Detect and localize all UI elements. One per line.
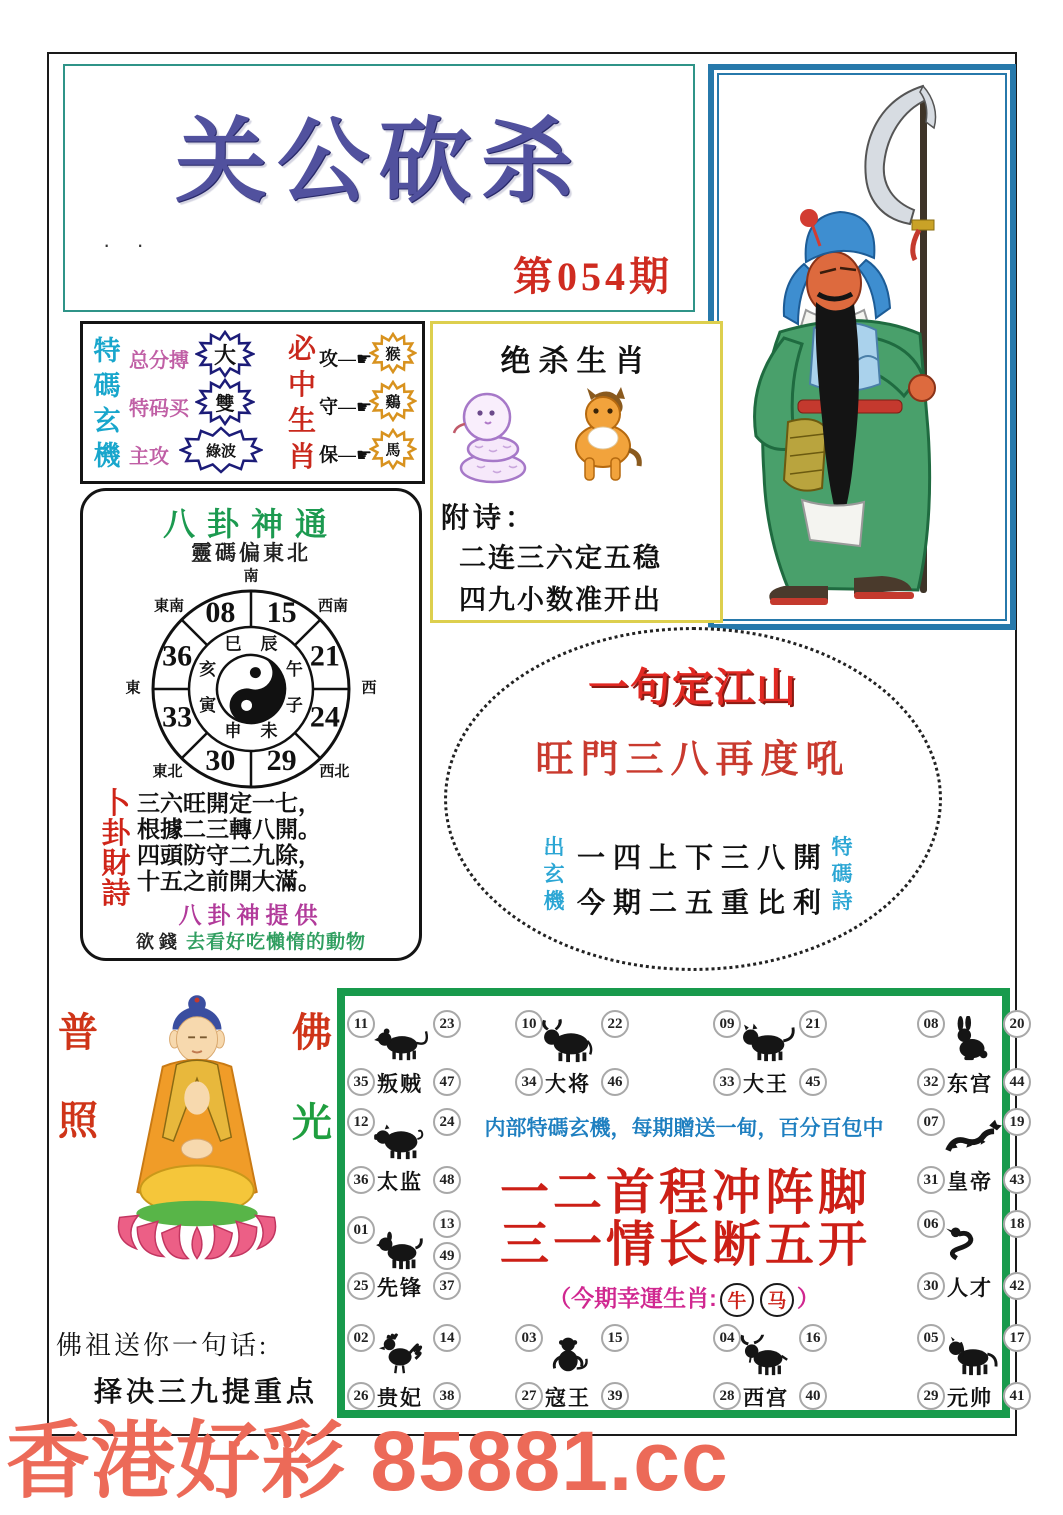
bagua-title: 八卦神通 xyxy=(162,506,339,542)
lucky-zodiac-row xyxy=(463,1280,905,1317)
zodiac-burst-badge xyxy=(369,380,417,422)
special-code-char: 碼 xyxy=(93,371,121,401)
guan-gong-icon xyxy=(714,70,998,612)
bagua-text: 西南 xyxy=(318,598,349,615)
bagua-text: 西 xyxy=(361,680,377,697)
number-badge: 29 xyxy=(917,1382,945,1410)
divination-poem-char: 財 xyxy=(101,848,131,880)
divination-poem-line: 根據二三轉八開。 xyxy=(137,817,321,842)
dragon-icon xyxy=(941,1114,1003,1167)
horse-cartoon-icon xyxy=(551,384,655,489)
number-badge: 16 xyxy=(799,1324,827,1352)
burst-value: 大 xyxy=(213,342,236,368)
corner-char: 佛 xyxy=(292,1010,332,1055)
bagua-text: 辰 xyxy=(260,634,278,654)
number-badge: 46 xyxy=(601,1068,629,1096)
slogan-main-line: 旺門三八再度吼 xyxy=(535,739,851,781)
number-badge: 37 xyxy=(433,1272,461,1300)
attached-poem-label: 附诗： xyxy=(441,503,538,534)
slogan-right-label xyxy=(829,834,855,915)
burst-value: 鷄 xyxy=(385,394,401,411)
pointing-finger-icon: —☛ xyxy=(338,445,373,465)
issue-number: 第054期 xyxy=(513,254,673,299)
zodiac-cell-label: 人才 xyxy=(947,1276,993,1300)
number-badge: 26 xyxy=(347,1382,375,1410)
number-badge: 11 xyxy=(347,1010,375,1038)
number-badge: 10 xyxy=(515,1010,543,1038)
number-badge: 24 xyxy=(433,1108,461,1136)
number-badge: 49 xyxy=(433,1242,461,1270)
attached-poem-line: 四九小数准开出 xyxy=(459,585,662,615)
atk-char: 保 xyxy=(319,445,339,466)
grid-notice: 内部特碼玄機，每期贈送一甸，百分百包中 xyxy=(484,1117,884,1140)
zodiac-cell-tiger xyxy=(713,1010,825,1094)
must-hit-char: 肖 xyxy=(287,442,316,473)
number-badge: 36 xyxy=(347,1166,375,1194)
burst-value: 馬 xyxy=(385,442,401,459)
bagua-text: 寅 xyxy=(199,695,217,715)
bagua-text: 21 xyxy=(309,639,340,673)
atk-char: 攻 xyxy=(319,349,339,370)
slogan-title: 一句定江山 xyxy=(588,666,798,710)
burst-badge xyxy=(179,426,263,474)
bagua-text: 巳 xyxy=(224,634,242,654)
zodiac-cell-rat xyxy=(347,1010,459,1094)
number-badge: 14 xyxy=(433,1324,461,1352)
bagua-provider: 八卦神提供 xyxy=(178,903,324,928)
dog-icon xyxy=(371,1224,433,1277)
bagua-text: 30 xyxy=(205,743,236,777)
kill-zodiac-box xyxy=(430,321,723,623)
zodiac-grid xyxy=(337,988,1025,1418)
bagua-text: 申 xyxy=(224,721,242,741)
burst-badge xyxy=(195,378,255,426)
corner-char: 照 xyxy=(58,1098,98,1143)
special-code-char: 機 xyxy=(93,441,121,471)
number-badge: 45 xyxy=(799,1068,827,1096)
bagua-wheel-svg xyxy=(86,561,416,813)
number-badge: 23 xyxy=(433,1010,461,1038)
buddha-panel xyxy=(52,985,338,1325)
zodiac-cell-label: 太监 xyxy=(377,1170,423,1194)
divination-poem-line: 三六旺開定一七， xyxy=(137,791,321,816)
number-badge: 35 xyxy=(347,1068,375,1096)
grid-big-line: 一二首程冲阵脚 xyxy=(499,1165,871,1220)
pig-icon xyxy=(371,1114,433,1167)
bagua-wheel xyxy=(86,561,416,813)
atk-char: 守 xyxy=(319,397,339,418)
atk-row-label xyxy=(319,392,372,419)
number-badge: 44 xyxy=(1003,1068,1031,1096)
guan-gong-picture xyxy=(708,64,1016,630)
number-badge: 20 xyxy=(1003,1010,1031,1038)
burst-value: 綠波 xyxy=(205,443,236,460)
rat-icon xyxy=(371,1016,433,1069)
monkey-icon xyxy=(539,1330,601,1383)
number-badge: 39 xyxy=(601,1382,629,1410)
zodiac-burst-badge xyxy=(369,428,417,470)
tiger-icon xyxy=(737,1016,799,1069)
number-badge: 19 xyxy=(1003,1108,1031,1136)
horse-icon xyxy=(941,1330,1003,1383)
lucky-prefix: （今期幸運生肖: xyxy=(548,1285,717,1311)
number-badge: 18 xyxy=(1003,1210,1031,1238)
divination-poem-line: 四頭防守二九除， xyxy=(137,843,321,868)
divination-poem-char: 卜 xyxy=(101,788,131,820)
lucky-suffix: ） xyxy=(796,1285,820,1311)
zodiac-cell-dragon xyxy=(917,1108,1029,1192)
zodiac-cell-ox xyxy=(515,1010,627,1094)
slogan-right-char: 碼 xyxy=(831,862,853,886)
special-code-row-label: 特码买 xyxy=(129,398,189,420)
snake-cartoon-icon xyxy=(445,386,541,491)
atk-row-label xyxy=(319,440,372,467)
number-badge: 02 xyxy=(347,1324,375,1352)
number-badge: 25 xyxy=(347,1272,375,1300)
number-badge: 47 xyxy=(433,1068,461,1096)
bagua-text: 未 xyxy=(260,721,278,741)
slogan-right-char: 特 xyxy=(831,835,853,859)
number-badge: 34 xyxy=(515,1068,543,1096)
zodiac-cell-label: 东宫 xyxy=(947,1072,993,1096)
money-hint xyxy=(83,927,419,954)
bagua-text: 亥 xyxy=(199,659,217,679)
slogan-right-char: 詩 xyxy=(831,889,853,913)
zodiac-cell-label: 西宫 xyxy=(743,1386,789,1410)
zodiac-cell-label: 叛贼 xyxy=(377,1072,423,1096)
snake-icon xyxy=(941,1216,1003,1269)
zodiac-cell-pig xyxy=(347,1108,459,1192)
bagua-text: 15 xyxy=(266,595,297,629)
divination-poem-char: 卦 xyxy=(101,818,131,850)
bagua-text: 子 xyxy=(285,695,303,715)
must-hit-zodiac-label xyxy=(285,332,319,476)
yin-yang-icon xyxy=(209,647,292,730)
zodiac-cell-label: 先锋 xyxy=(377,1276,423,1300)
lucky-zodiac-badge: 马 xyxy=(760,1283,794,1317)
must-hit-char: 必 xyxy=(287,334,316,365)
pointing-finger-icon: —☛ xyxy=(338,397,373,417)
grid-big-line: 三一情长断五开 xyxy=(499,1217,871,1272)
bagua-text: 午 xyxy=(285,659,303,679)
number-badge: 17 xyxy=(1003,1324,1031,1352)
zodiac-cell-label: 贵妃 xyxy=(377,1386,423,1410)
zodiac-cell-snake xyxy=(917,1210,1029,1298)
must-hit-char: 生 xyxy=(287,406,316,437)
special-code-row-label: 主攻 xyxy=(129,446,169,468)
bagua-box xyxy=(80,488,422,961)
goat-icon xyxy=(737,1330,799,1383)
zodiac-burst-badge xyxy=(369,332,417,374)
number-badge: 03 xyxy=(515,1324,543,1352)
number-badge: 15 xyxy=(601,1324,629,1352)
number-badge: 21 xyxy=(799,1010,827,1038)
buddha-quote: 择决三九提重点 xyxy=(94,1377,319,1408)
slogan-left-char: 機 xyxy=(543,889,565,913)
bagua-text: 36 xyxy=(162,639,193,673)
attached-poem-line: 二连三六定五稳 xyxy=(459,543,662,573)
zodiac-cell-label: 皇帝 xyxy=(947,1170,993,1194)
corner-char: 光 xyxy=(292,1100,332,1145)
bagua-text: 29 xyxy=(266,743,297,777)
slogan-left-label xyxy=(541,834,567,915)
bagua-text: 東南 xyxy=(153,598,184,615)
burst-value: 雙 xyxy=(215,393,235,415)
must-hit-char: 中 xyxy=(287,370,316,401)
special-code-char: 特 xyxy=(93,336,121,366)
corner-char: 普 xyxy=(58,1010,98,1055)
number-badge: 41 xyxy=(1003,1382,1031,1410)
number-badge: 48 xyxy=(433,1166,461,1194)
number-badge: 31 xyxy=(917,1166,945,1194)
number-badge: 40 xyxy=(799,1382,827,1410)
number-badge: 06 xyxy=(917,1210,945,1238)
burst-badge xyxy=(195,330,255,378)
special-code-row-label: 总分搏 xyxy=(129,350,189,372)
number-badge: 33 xyxy=(713,1068,741,1096)
number-badge: 30 xyxy=(917,1272,945,1300)
footer-brand: 香港好彩 85881.cc xyxy=(6,1414,729,1508)
rooster-icon xyxy=(371,1330,433,1383)
zodiac-cell-horse xyxy=(917,1324,1029,1408)
number-badge: 01 xyxy=(347,1216,375,1244)
number-badge: 08 xyxy=(917,1010,945,1038)
special-code-char: 玄 xyxy=(93,406,121,436)
slogan-verse-line: 一四上下三八開 xyxy=(577,843,830,874)
number-badge: 13 xyxy=(433,1210,461,1238)
number-badge: 27 xyxy=(515,1382,543,1410)
stray-dots: · · xyxy=(103,232,154,257)
money-hint-text: 去看好吃懶惰的動物 xyxy=(185,932,366,953)
bagua-text: 西北 xyxy=(319,763,350,780)
number-badge: 22 xyxy=(601,1010,629,1038)
kill-zodiac-title: 绝杀生肖 xyxy=(500,345,653,378)
bagua-text: 東 xyxy=(125,680,141,697)
number-badge: 43 xyxy=(1003,1166,1031,1194)
atk-row-label xyxy=(319,344,372,371)
slogan-verse-line: 今期二五重比利 xyxy=(577,888,830,919)
divination-poem-line: 十五之前開大滿。 xyxy=(137,869,321,894)
zodiac-cell-dog xyxy=(347,1210,459,1298)
special-code-box xyxy=(80,321,425,484)
number-badge: 32 xyxy=(917,1068,945,1096)
lucky-zodiac-badge: 牛 xyxy=(720,1283,754,1317)
buddha-quote-intro: 佛祖送你一句话: xyxy=(56,1331,270,1360)
bagua-text: 24 xyxy=(309,700,340,734)
slogan-ellipse xyxy=(444,627,942,971)
zodiac-cell-label: 大将 xyxy=(545,1072,591,1096)
bagua-text: 南 xyxy=(243,568,259,585)
money-hint-prefix: 欲錢 xyxy=(135,932,182,952)
slogan-verse xyxy=(577,836,830,926)
slogan-left-char: 出 xyxy=(543,835,565,859)
slogan-left-char: 玄 xyxy=(543,862,565,886)
special-code-label xyxy=(91,334,123,474)
zodiac-cell-label: 大王 xyxy=(743,1072,789,1096)
rabbit-icon xyxy=(941,1016,1003,1069)
zodiac-cell-label: 元帅 xyxy=(947,1386,993,1410)
number-badge: 12 xyxy=(347,1108,375,1136)
number-badge: 09 xyxy=(713,1010,741,1038)
zodiac-cell-rabbit xyxy=(917,1010,1029,1094)
ox-icon xyxy=(539,1016,601,1069)
number-badge: 05 xyxy=(917,1324,945,1352)
title-box xyxy=(63,64,695,312)
zodiac-cell-goat xyxy=(713,1324,825,1408)
number-badge: 04 xyxy=(713,1324,741,1352)
bagua-text: 08 xyxy=(205,595,236,629)
zodiac-cell-label: 寇王 xyxy=(545,1386,591,1410)
divination-poem-char: 詩 xyxy=(101,878,131,910)
bagua-subtitle: 靈碼偏東北 xyxy=(191,541,311,565)
divination-poem xyxy=(137,791,405,895)
bagua-text: 東北 xyxy=(152,763,183,780)
number-badge: 28 xyxy=(713,1382,741,1410)
number-badge: 38 xyxy=(433,1382,461,1410)
pointing-finger-icon: —☛ xyxy=(338,349,373,369)
number-badge: 07 xyxy=(917,1108,945,1136)
page-title: 关公砍杀 xyxy=(174,111,583,213)
burst-value: 猴 xyxy=(385,346,401,363)
divination-poem-label xyxy=(99,789,133,909)
buddha-icon xyxy=(104,985,290,1308)
bagua-text: 33 xyxy=(162,700,193,734)
number-badge: 42 xyxy=(1003,1272,1031,1300)
